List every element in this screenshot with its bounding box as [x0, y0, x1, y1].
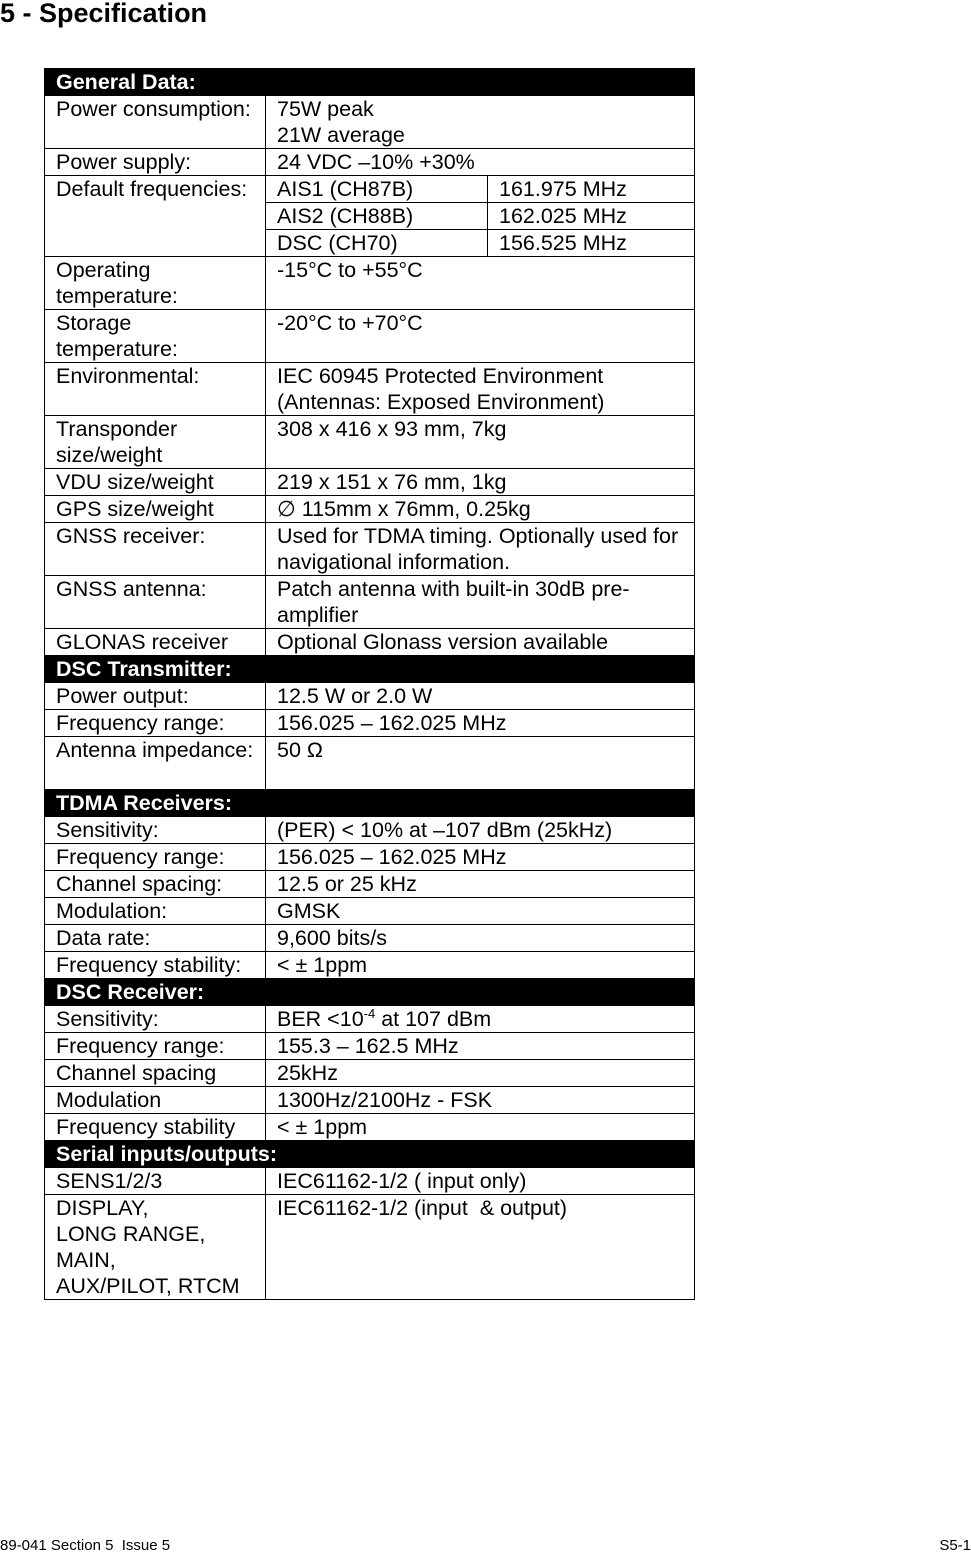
spec-label: Power supply: [45, 149, 266, 176]
spec-row-frequency-range [45, 844, 695, 871]
frequency-value: 156.525 MHz [488, 230, 695, 257]
frequency-channel: DSC (CH70) [266, 230, 488, 257]
spec-row-modulation [45, 1087, 695, 1114]
spec-value: 9,600 bits/s [266, 925, 695, 952]
spec-row-frequency-stability [45, 1114, 695, 1141]
section-header-general-data [45, 69, 695, 96]
spec-row-storage-temperature [45, 310, 695, 363]
spec-row-channel-spacing [45, 1060, 695, 1087]
spec-value: Optional Glonass version available [266, 629, 695, 656]
spec-row-data-rate [45, 925, 695, 952]
spec-row-power-supply [45, 149, 695, 176]
spec-row-gps [45, 496, 695, 523]
spec-label: Frequency range: [45, 844, 266, 871]
spec-value: < ± 1ppm [266, 952, 695, 979]
spec-value: IEC 60945 Protected Environment (Antennas: Exposed Environment) [266, 363, 695, 416]
spec-label: Power output: [45, 683, 266, 710]
frequency-channel: AIS1 (CH87B) [266, 176, 488, 203]
spec-label: Frequency range: [45, 1033, 266, 1060]
spec-row-sens [45, 1168, 695, 1195]
spec-label: GNSS receiver: [45, 523, 266, 576]
spec-row-gnss-receiver [45, 523, 695, 576]
spec-label-line: DISPLAY, [56, 1196, 149, 1220]
section-title: Serial inputs/outputs: [45, 1141, 695, 1168]
spec-row-display [45, 1195, 695, 1300]
spec-row-frequency-range [45, 710, 695, 737]
spec-label: Modulation: [45, 898, 266, 925]
spec-row-vdu [45, 469, 695, 496]
spec-label: Storage temperature: [45, 310, 266, 363]
spec-row-gnss-antenna [45, 576, 695, 629]
spec-value: 24 VDC –10% +30% [266, 149, 695, 176]
spec-label-line: AUX/PILOT, RTCM [56, 1274, 240, 1298]
spec-value: Used for TDMA timing. Optionally used for navigational information. [266, 523, 695, 576]
spec-value-suffix: at 107 dBm [375, 1007, 492, 1031]
spec-label: GPS size/weight [45, 496, 266, 523]
spec-label: Frequency stability: [45, 952, 266, 979]
footer-document-id: 89-041 Section 5 Issue 5 [0, 1537, 171, 1554]
spec-row-glonas [45, 629, 695, 656]
spec-value-prefix: BER <10 [277, 1007, 364, 1031]
spec-value: < ± 1ppm [266, 1114, 695, 1141]
spec-value [266, 96, 695, 149]
spec-row-antenna-impedance [45, 737, 695, 790]
spec-label: Channel spacing: [45, 871, 266, 898]
section-title: TDMA Receivers: [45, 790, 695, 817]
spec-label: Data rate: [45, 925, 266, 952]
spec-value: IEC61162-1/2 (input & output) [266, 1195, 695, 1300]
spec-row-frequency-range [45, 1033, 695, 1060]
spec-label: Modulation [45, 1087, 266, 1114]
frequency-value: 162.025 MHz [488, 203, 695, 230]
spec-label [45, 1195, 266, 1300]
spec-value: -15°C to +55°C [266, 257, 695, 310]
spec-row-channel-spacing [45, 871, 695, 898]
spec-label: SENS1/2/3 [45, 1168, 266, 1195]
spec-label: Sensitivity: [45, 1006, 266, 1033]
spec-row-power-consumption [45, 96, 695, 149]
section-header-tdma-receivers [45, 790, 695, 817]
section-title: DSC Receiver: [45, 979, 695, 1006]
footer-page-number: S5-1 [939, 1537, 971, 1554]
spec-row-power-output [45, 683, 695, 710]
spec-label: Antenna impedance: [45, 737, 266, 790]
spec-value: 155.3 – 162.5 MHz [266, 1033, 695, 1060]
spec-value: 156.025 – 162.025 MHz [266, 844, 695, 871]
spec-row-frequency-stability [45, 952, 695, 979]
spec-value: 12.5 or 25 kHz [266, 871, 695, 898]
spec-label: Frequency stability [45, 1114, 266, 1141]
section-header-dsc-transmitter [45, 656, 695, 683]
spec-label: Transponder size/weight [45, 416, 266, 469]
spec-row-environmental [45, 363, 695, 416]
spec-value: GMSK [266, 898, 695, 925]
section-header-dsc-receiver [45, 979, 695, 1006]
spec-value-line: 75W peak [277, 97, 374, 121]
spec-row-sensitivity [45, 1006, 695, 1033]
section-header-serial-io [45, 1141, 695, 1168]
spec-label: Power consumption: [45, 96, 266, 149]
specification-table [44, 68, 695, 1300]
spec-value: IEC61162-1/2 ( input only) [266, 1168, 695, 1195]
spec-label: Operating temperature: [45, 257, 266, 310]
frequency-channel: AIS2 (CH88B) [266, 203, 488, 230]
spec-value: (PER) < 10% at –107 dBm (25kHz) [266, 817, 695, 844]
spec-value: 12.5 W or 2.0 W [266, 683, 695, 710]
spec-label: GNSS antenna: [45, 576, 266, 629]
section-title: DSC Transmitter: [45, 656, 695, 683]
spec-label: Sensitivity: [45, 817, 266, 844]
spec-label: GLONAS receiver [45, 629, 266, 656]
spec-value [266, 1006, 695, 1033]
spec-label-line: LONG RANGE, [56, 1222, 206, 1246]
spec-value-exponent: -4 [363, 1006, 376, 1021]
page-title: 5 - Specification [0, 0, 208, 28]
spec-row-transponder [45, 416, 695, 469]
spec-value: ∅ 115mm x 76mm, 0.25kg [266, 496, 695, 523]
spec-value: 50 Ω [266, 737, 695, 790]
spec-label: Frequency range: [45, 710, 266, 737]
spec-row-default-frequencies [45, 176, 695, 203]
spec-label: Default frequencies: [45, 176, 266, 257]
spec-value: 25kHz [266, 1060, 695, 1087]
spec-row-sensitivity [45, 817, 695, 844]
spec-row-modulation [45, 898, 695, 925]
spec-value: -20°C to +70°C [266, 310, 695, 363]
spec-value: 156.025 – 162.025 MHz [266, 710, 695, 737]
frequency-value: 161.975 MHz [488, 176, 695, 203]
spec-value: 1300Hz/2100Hz - FSK [266, 1087, 695, 1114]
spec-value: 308 x 416 x 93 mm, 7kg [266, 416, 695, 469]
spec-label-line: MAIN, [56, 1248, 116, 1272]
spec-value: 219 x 151 x 76 mm, 1kg [266, 469, 695, 496]
spec-row-operating-temperature [45, 257, 695, 310]
spec-label: Environmental: [45, 363, 266, 416]
spec-value: Patch antenna with built-in 30dB pre-amplifier [266, 576, 695, 629]
spec-label: VDU size/weight [45, 469, 266, 496]
spec-label: Channel spacing [45, 1060, 266, 1087]
spec-value-line: 21W average [277, 123, 405, 147]
section-title: General Data: [45, 69, 695, 96]
